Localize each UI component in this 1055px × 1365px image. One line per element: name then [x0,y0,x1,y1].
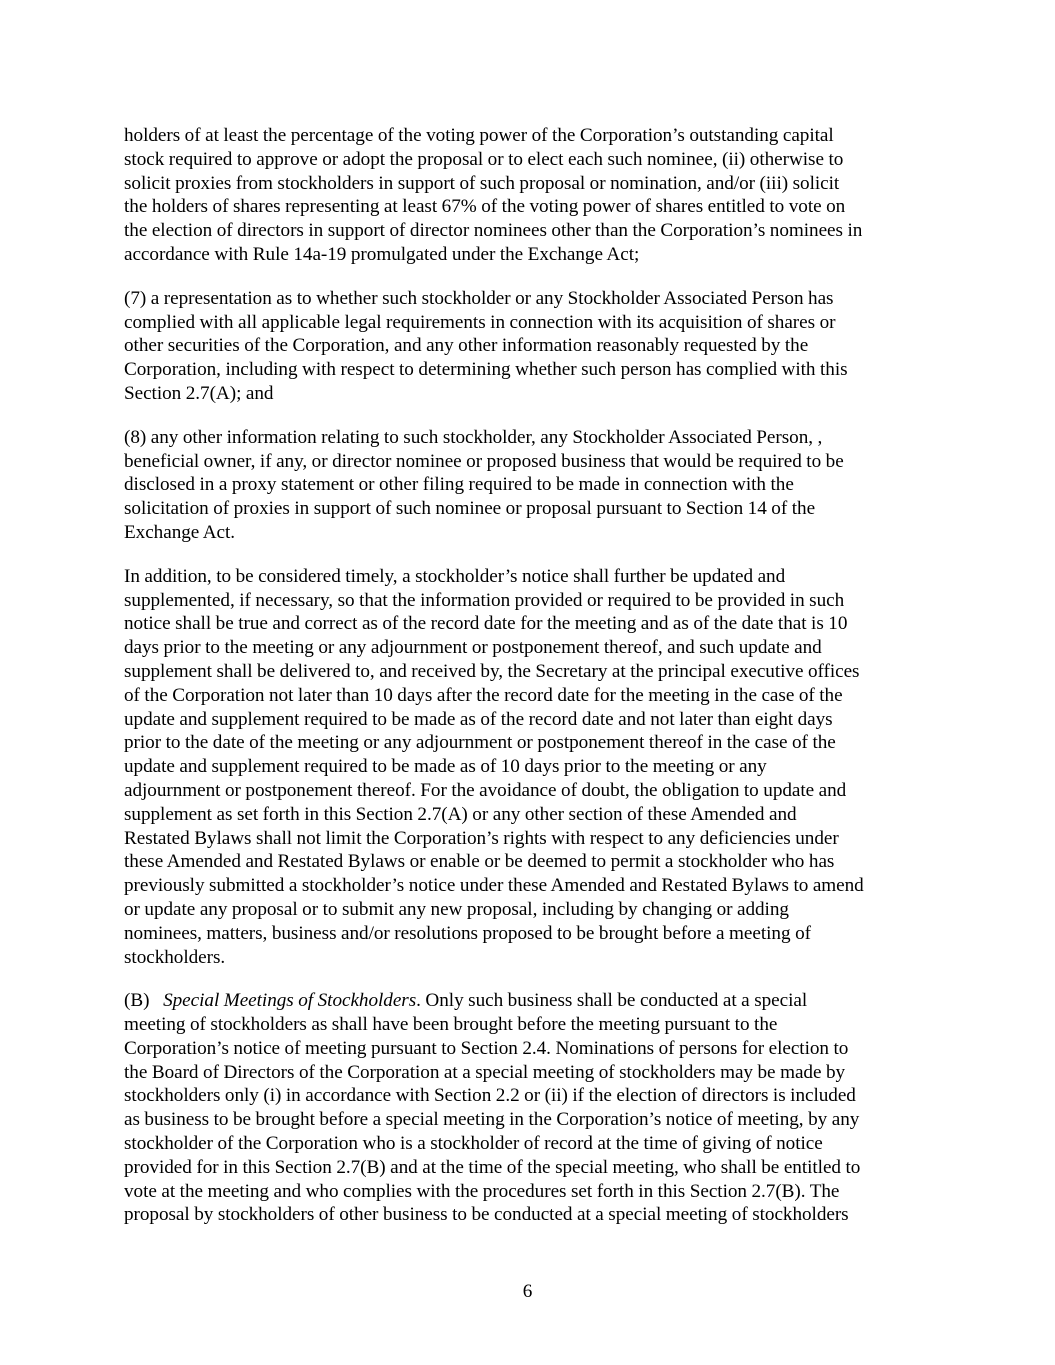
text-line: the holders of shares representing at least 67% of the voting power of shares entitled to vote on [124,196,846,218]
text-line: the election of directors in support of director nominees other than the Corporation’s nominees in [124,220,863,242]
paragraph-item-8 [124,426,936,545]
paragraph-timely-notice [124,565,936,970]
text-line: stockholder of the Corporation who is a stockholder of record at the time of giving of notice [124,1133,823,1155]
text-line: nominees, matters, business and/or resolutions proposed to be brought before a meeting of [124,922,811,944]
text-line: previously submitted a stockholder’s notice under these Amended and Restated Bylaws to amend [124,875,864,897]
text-line: Exchange Act. [124,521,236,543]
text-line: the Board of Directors of the Corporation at a special meeting of stockholders may be made by [124,1061,846,1083]
text-line: meeting of stockholders as shall have been brought before the meeting pursuant to the [124,1014,778,1036]
paragraph-item-7 [124,287,936,406]
text-line: solicit proxies from stockholders in support of such proposal or nomination, and/or (iii) solicit [124,172,840,194]
text-line: complied with all applicable legal requirements in connection with its acquisition of shares or [124,311,836,333]
text-line: prior to the date of the meeting or any adjournment or postponement thereof in the case of the [124,732,836,754]
text-line: stockholders only (i) in accordance with Section 2.2 or (ii) if the election of directors is included [124,1085,856,1107]
text-line: adjournment or postponement thereof. For the avoidance of doubt, the obligation to update and [124,779,847,801]
text-line: Corporation, including with respect to determining whether such person has complied with this [124,359,848,381]
text-line: accordance with Rule 14a-19 promulgated under the Exchange Act; [124,243,640,265]
section-title: Special Meetings of Stockholders [163,990,417,1012]
text-line: provided for in this Section 2.7(B) and at the time of the special meeting, who shall be entitled to [124,1156,861,1178]
text-line: these Amended and Restated Bylaws or enable or be deemed to permit a stockholder who has [124,851,835,873]
text-line: In addition, to be considered timely, a stockholder’s notice shall further be updated and [124,565,786,587]
text-line: supplemented, if necessary, so that the information provided or required to be provided in such [124,589,845,611]
document-page [124,124,936,1247]
text-line: update and supplement required to be made as of the record date and not later than eight days [124,708,833,730]
text-line: supplement as set forth in this Section 2.7(A) or any other section of these Amended and [124,803,797,825]
text-line: vote at the meeting and who complies with the procedures set forth in this Section 2.7(B). The [124,1180,840,1202]
text-line: supplement shall be delivered to, and received by, the Secretary at the principal executive offices [124,660,860,682]
text-line: Section 2.7(A); and [124,382,274,404]
text-line: (8) any other information relating to such stockholder, any Stockholder Associated Person, , [124,426,823,448]
text-line: of the Corporation not later than 10 days after the record date for the meeting in the case of the [124,684,843,706]
text-line: Restated Bylaws shall not limit the Corporation’s rights with respect to any deficiencies under [124,827,839,849]
text-line: days prior to the meeting or any adjournment or postponement thereof, and such update and [124,637,822,659]
text-line: (7) a representation as to whether such stockholder or any Stockholder Associated Person has [124,287,834,309]
text-line: as business to be brought before a special meeting in the Corporation’s notice of meeting, by any [124,1109,860,1131]
text-line: solicitation of proxies in support of such nominee or proposal pursuant to Section 14 of the [124,498,816,520]
text-line: notice shall be true and correct as of the record date for the meeting and as of the date that is 10 [124,613,848,635]
section-label: (B) [124,990,150,1012]
text-line: proposal by stockholders of other business to be conducted at a special meeting of stockholders [124,1204,849,1226]
heading-line [124,989,936,1013]
text-line: beneficial owner, if any, or director nominee or proposed business that would be required to be [124,450,844,472]
text-line: Corporation’s notice of meeting pursuant to Section 2.4. Nominations of persons for election to [124,1037,849,1059]
text-line: other securities of the Corporation, and any other information reasonably requested by the [124,335,809,357]
text-line: stock required to approve or adopt the proposal or to elect each such nominee, (ii) otherwise to [124,148,844,170]
text-line: update and supplement required to be made as of 10 days prior to the meeting or any [124,756,767,778]
paragraph-special-meetings [124,989,936,1227]
text-line: . Only such business shall be conducted at a special [416,990,808,1012]
text-line: holders of at least the percentage of the voting power of the Corporation’s outstanding capital [124,125,834,146]
text-line: disclosed in a proxy statement or other filing required to be made in connection with the [124,474,794,496]
text-line: or update any proposal or to submit any new proposal, including by changing or adding [124,898,789,920]
paragraph-p1 [124,124,936,267]
page-number: 6 [522,1281,533,1302]
text-line: stockholders. [124,946,226,968]
